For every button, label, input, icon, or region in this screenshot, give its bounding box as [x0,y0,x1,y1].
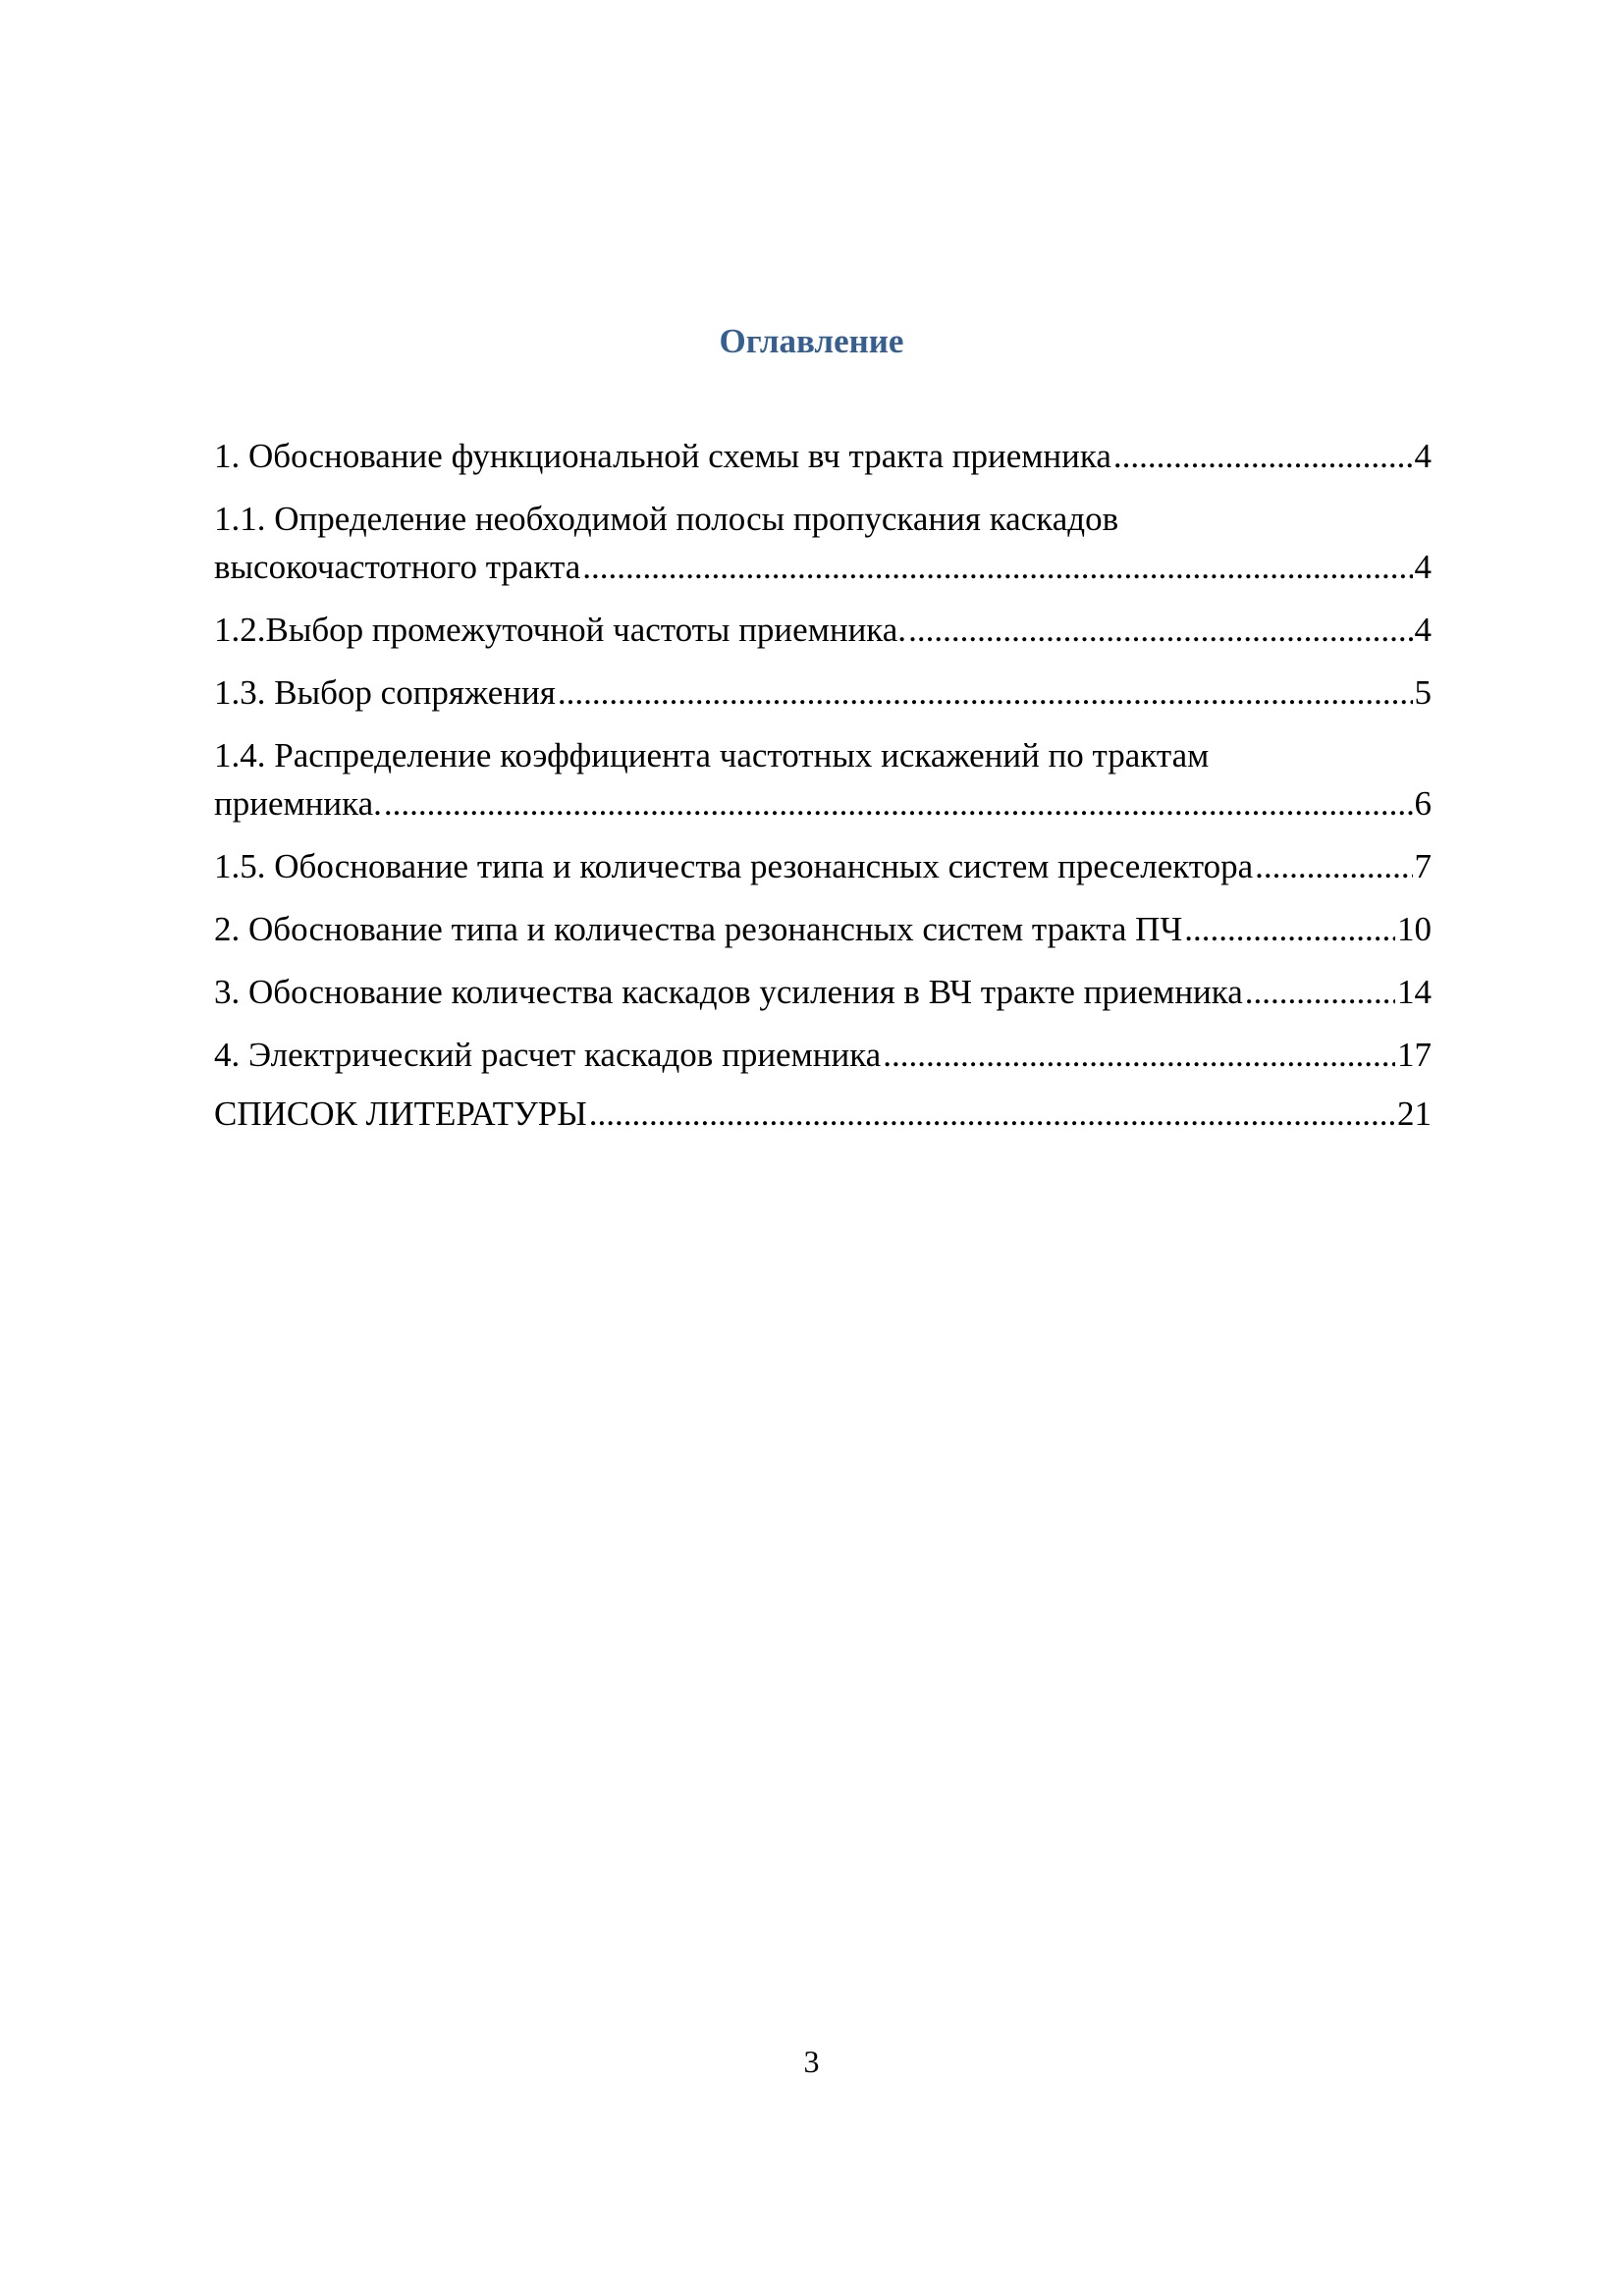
toc-entry-3[interactable] [214,968,1432,1016]
toc-entry-text: 3. Обоснование количества каскадов усиления в ВЧ тракте приемника [214,973,1243,1011]
toc-page-number: 17 [1397,1036,1432,1074]
toc-page-number: 21 [1397,1095,1432,1133]
toc-page-number: 5 [1414,673,1432,712]
toc-line [214,543,1432,591]
toc-dot-leader [1255,842,1412,890]
toc-title: Оглавление [719,322,904,360]
toc-entry-text: 1.3. Выбор сопряжения [214,673,556,712]
toc-dot-leader [883,1031,1395,1079]
toc-line [214,842,1432,890]
toc-page-number: 10 [1397,910,1432,948]
toc-entry-text: 1. Обоснование функциональной схемы вч тракта приемника [214,437,1111,475]
toc-line [214,968,1432,1016]
toc-dot-leader [589,1090,1395,1138]
toc-entry-1[interactable] [214,432,1432,480]
toc-entry-text: 1.5. Обоснование типа и количества резонансных систем преселектора [214,847,1254,885]
toc-line [214,432,1432,480]
toc-entry-text-first-line: 1.1. Определение необходимой полосы пропускания каскадов [214,500,1119,538]
toc-entry-references[interactable] [214,1090,1432,1138]
toc-dot-leader [384,779,1413,828]
toc-entry-1-2[interactable] [214,606,1432,654]
toc-line [214,1090,1432,1138]
toc-entry-text: СПИСОК ЛИТЕРАТУРЫ [214,1095,587,1133]
toc-page-number: 6 [1414,784,1432,823]
toc-page-number: 7 [1414,847,1432,885]
toc-entry-2[interactable] [214,905,1432,953]
toc-dot-leader [1113,432,1413,480]
toc-line [214,905,1432,953]
toc-line [214,668,1432,717]
toc-entry-text: 1.2.Выбор промежуточной частоты приемника. [214,611,907,649]
toc-entry-1-1[interactable] [214,495,1432,591]
toc-line [214,1031,1432,1079]
toc-entry-text: приемника. [214,784,382,823]
toc-dot-leader [582,543,1412,591]
toc-line [214,779,1432,828]
page-number: 3 [803,2044,820,2079]
toc-page-number: 4 [1414,611,1432,649]
toc-dot-leader [558,668,1413,717]
toc-page-number: 4 [1414,548,1432,586]
toc-entry-text: 4. Электрический расчет каскадов приемника [214,1036,882,1074]
toc-entry-text: высокочастотного тракта [214,548,581,586]
toc-entry-1-3[interactable] [214,668,1432,717]
toc-entry-4[interactable] [214,1031,1432,1079]
toc-entry-text: 2. Обоснование типа и количества резонансных систем тракта ПЧ [214,910,1183,948]
toc-entry-1-4[interactable] [214,731,1432,828]
toc-dot-leader [1184,905,1395,953]
toc-entry-text-first-line: 1.4. Распределение коэффициента частотных искажений по трактам [214,736,1210,774]
toc-page-number: 14 [1397,973,1432,1011]
toc-list [214,432,1432,1152]
toc-entry-1-5[interactable] [214,842,1432,890]
toc-page-number: 4 [1414,437,1432,475]
toc-dot-leader [1245,968,1395,1016]
toc-line [214,606,1432,654]
toc-dot-leader [908,606,1412,654]
